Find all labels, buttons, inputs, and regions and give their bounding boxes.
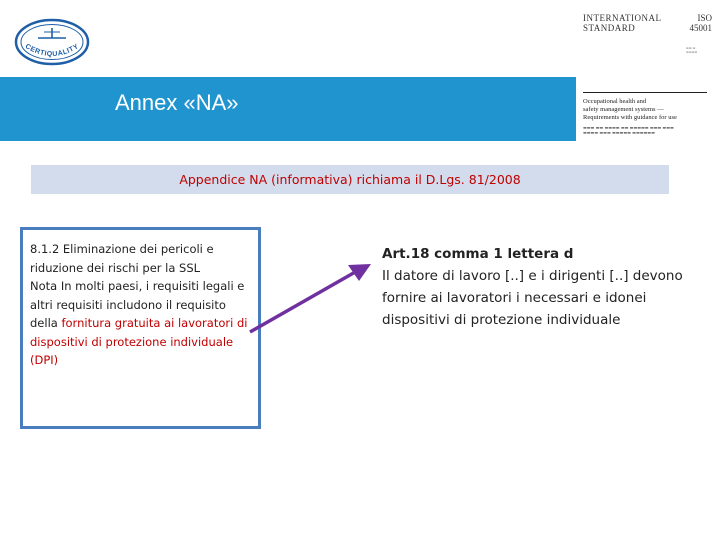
iso-title: Occupational health and safety management systems — Requirements with guidance for use <box>583 98 677 121</box>
appendix-header: Appendice NA (informativa) richiama il D.Lgs. 81/2008 <box>31 165 669 194</box>
iso-divider <box>583 92 707 93</box>
law-body: Il datore di lavoro [..] e i dirigenti [..] devono fornire ai lavoratori i necessari e idonei dispositivi di protezione individuale <box>382 268 683 328</box>
arrow-icon <box>245 258 375 338</box>
clause-title: 8.1.2 Eliminazione dei pericoli e riduzione dei rischi per la SSL <box>30 242 214 275</box>
certiquality-logo <box>14 18 90 66</box>
clause-note: Nota In molti paesi, i requisiti legali e altri requisiti includono il requisito della fornitura gratuita ai lavoratori di dispositivi di protezione individuale (DPI) <box>30 279 248 367</box>
clause-highlight: fornitura gratuita ai lavoratori di dispositivi di protezione individuale (DPI) <box>30 316 248 367</box>
title-banner <box>0 77 576 141</box>
law-heading: Art.18 comma 1 lettera d <box>382 246 574 262</box>
iso-standard-label: INTERNATIONAL STANDARD <box>583 13 662 33</box>
clause-box <box>20 227 261 429</box>
iso-subtitle: ▬▬▬ ▬▬ ▬▬▬▬ ▬▬ ▬▬▬▬▬ ▬▬▬ ▬▬▬ ▬▬▬▬ ▬▬▬ ▬▬▬▬▬ ▬▬▬▬▬▬ <box>583 125 674 135</box>
svg-text:CERTIQUALITY: CERTIQUALITY <box>23 43 81 59</box>
page-title: Annex «NA» <box>115 90 239 115</box>
iso-edition-note: ▬▬ ▬ ▬▬▬▬ <box>686 46 698 54</box>
law-reference <box>382 243 702 331</box>
iso-number: ISO 45001 <box>689 13 712 33</box>
